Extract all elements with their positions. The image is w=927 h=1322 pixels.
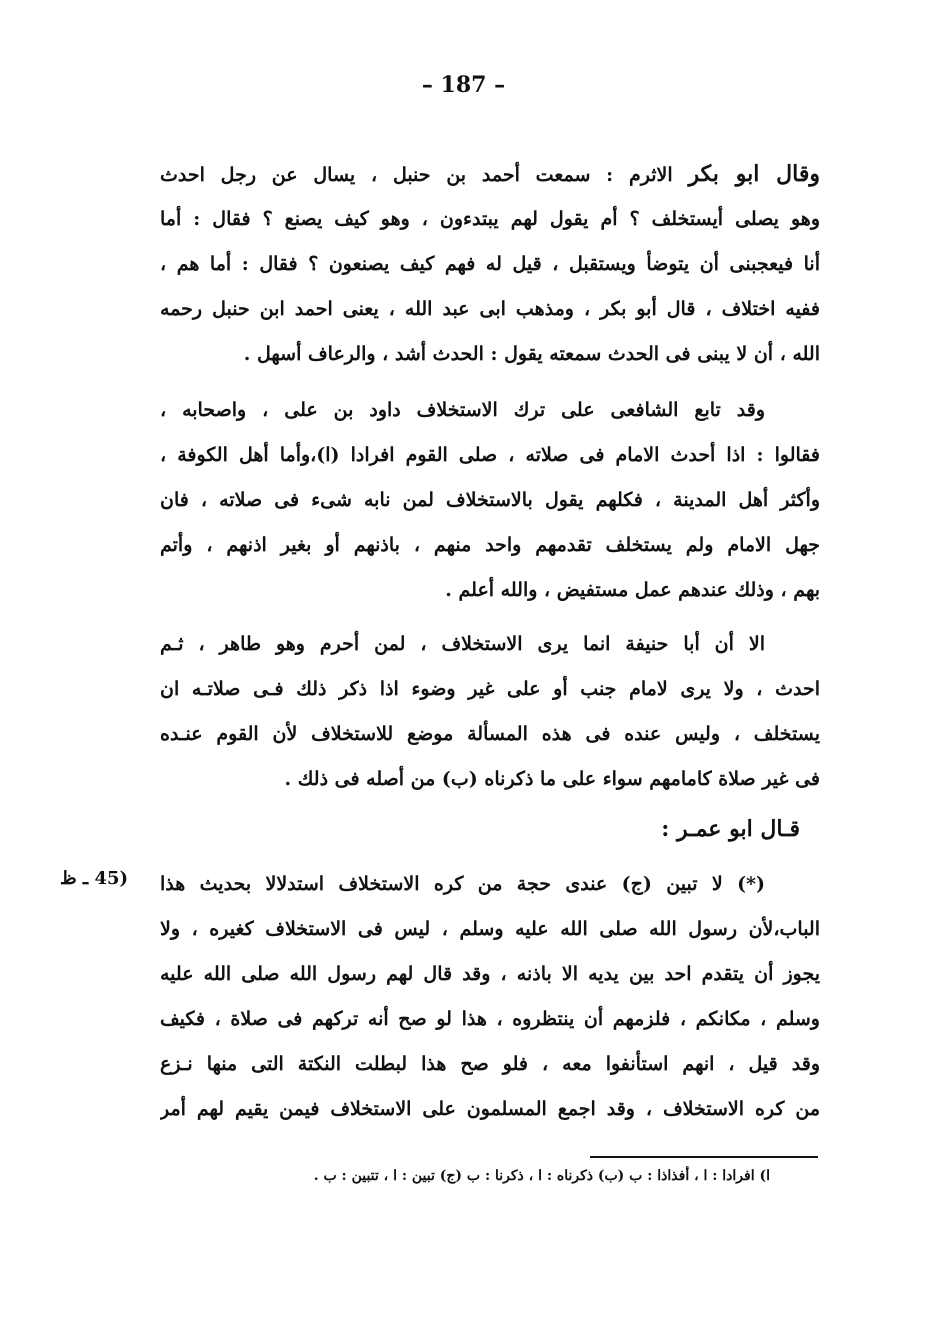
text-line: بهم ، وذلك عندهم عمل مستفيض ، والله أعلم .: [445, 579, 820, 601]
text-line: الباب،لأن رسول الله صلى الله عليه وسلم ، ليس فى الاستخلاف كغيره ، ولا: [160, 918, 820, 940]
text-line: احدث ، ولا يرى لامام جنب أو على غير وضوء اذا ذكر ذلك فـى صلاتـه ان: [160, 678, 820, 700]
text-line: أنا فيعجبنى أن يتوضأ ويستقبل ، قيل له فهم كيف يصنعون ؟ فقال : أما هم ،: [160, 253, 820, 275]
text-line: يستخلف ، وليس عنده فى هذه المسألة موضع للاستخلاف لأن القوم عنـده: [160, 723, 820, 745]
margin-note: (45 ـ ظ: [60, 868, 129, 889]
text-line: الا أن أبا حنيفة انما يرى الاستخلاف ، لمن أحرم وهو طاهر ، ثـم: [160, 633, 765, 655]
text-line: وقد تابع الشافعى على ترك الاستخلاف داود بن على ، واصحابه ،: [160, 399, 765, 421]
paragraph-2: [160, 388, 820, 613]
text-line: ففيه اختلاف ، قال أبو بكر ، ومذهب ابى عبد الله ، يعنى احمد ابن حنبل رحمه: [160, 298, 820, 320]
text-line: وسلم ، مكانكم ، فلزمهم أن ينتظروه ، هذا لو صح أنه تركهم فى صلاة ، فكيف: [160, 1008, 820, 1030]
footnote: ا) افرادا : ا ، أفذاذا : ب (ب) ذكرناه : ا ، ذكرنا : ب (ج) تبين : ا ، تتبين : ب .: [313, 1168, 770, 1184]
text-line: من كره الاستخلاف ، وقد اجمع المسلمون على الاستخلاف فيمن يقيم لهم أمر: [160, 1098, 820, 1120]
text-line: وقد قيل ، انهم استأنفوا معه ، فلو صح هذا لبطلت النكتة التى منها نـزع: [160, 1053, 820, 1075]
text-line: جهل الامام ولم يستخلف تقدمهم واحد منهم ، باذنهم أو بغير اذنهم ، وأتم: [160, 534, 820, 556]
page-number: – 187 –: [421, 72, 506, 98]
lead-phrase: وقال ابو بكر: [688, 161, 820, 187]
text-line: وأكثر أهل المدينة ، فكلهم يقول بالاستخلاف لمن نابه شىء فى صلاته ، فان: [160, 489, 820, 511]
text-line: (*) لا تبين (ج) عندى حجة من كره الاستخلاف استدلالا بحديث هذا: [160, 873, 765, 895]
paragraph-3: [160, 622, 820, 802]
text-line: فقالوا : اذا أحدث الامام فى صلاته ، صلى القوم افرادا (ا)،وأما أهل الكوفة ،: [160, 444, 820, 466]
text-line: فى غير صلاة كامامهم سواء على ما ذكرناه (ب) من أصله فى ذلك .: [284, 768, 820, 790]
paragraph-4: [160, 862, 820, 1132]
footnote-separator: [590, 1156, 818, 1158]
text-line: وقال ابو بكر الاثرم : سمعت أحمد بن حنبل ، يسال عن رجل احدث: [160, 161, 820, 187]
section-heading: قـال ابو عمـر :: [661, 816, 800, 842]
text-line: وهو يصلى أيستخلف ؟ أم يقول لهم يبتدءون ، وهو كيف يصنع ؟ فقال : أما: [160, 208, 820, 230]
text-line: يجوز أن يتقدم احد بين يديه الا باذنه ، وقد قال لهم رسول الله صلى الله عليه: [160, 963, 820, 985]
text-line: الله ، أن لا يبنى فى الحدث سمعته يقول : الحدث أشد ، والرعاف أسهل .: [243, 343, 820, 365]
paragraph-1: [160, 152, 820, 377]
